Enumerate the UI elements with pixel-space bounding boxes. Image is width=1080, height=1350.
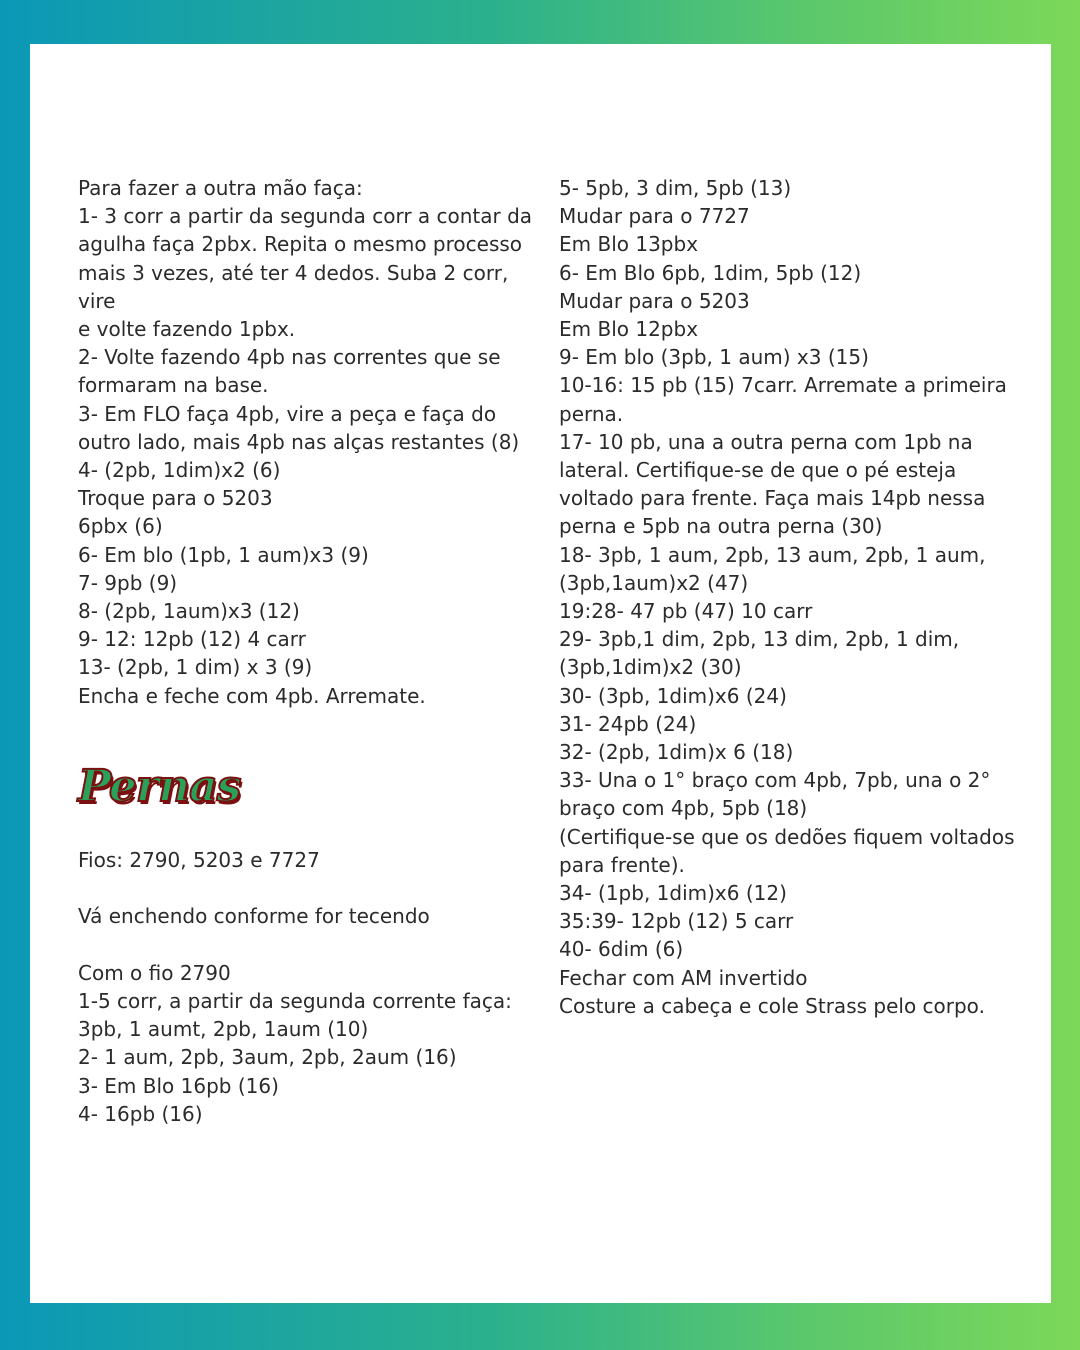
text-line: 40- 6dim (6): [559, 937, 684, 962]
text-line: lateral. Certifique-se de que o pé esteja: [559, 458, 957, 483]
text-line: agulha faça 2pbx. Repita o mesmo processo: [78, 232, 523, 257]
text-line: 3- Em Blo 16pb (16): [78, 1073, 279, 1098]
text-line: para frente).: [559, 852, 685, 877]
text-line: e volte fazendo 1pbx.: [78, 317, 296, 342]
text-line: 13- (2pb, 1 dim) x 3 (9): [78, 655, 313, 680]
text-line: Encha e feche com 4pb. Arremate.: [78, 683, 426, 708]
text-line: Em Blo 13pbx: [559, 232, 699, 257]
text-line: perna.: [559, 401, 624, 426]
text-line: 3pb, 1 aumt, 2pb, 1aum (10): [78, 1017, 369, 1042]
text-line: Para fazer a outra mão faça:: [78, 176, 363, 200]
right-column: [559, 174, 1021, 1020]
text-line: voltado para frente. Faça mais 14pb nessa: [559, 486, 986, 511]
text-line: 34- (1pb, 1dim)x6 (12): [559, 881, 787, 906]
text-line: Costure a cabeça e cole Strass pelo corpo.: [559, 993, 985, 1018]
text-line: Troque para o 5203: [78, 486, 273, 511]
section-title-pernas: Pernas: [78, 761, 241, 812]
text-line: 8- (2pb, 1aum)x3 (12): [78, 599, 300, 624]
text-line: 1-5 corr, a partir da segunda corrente faça:: [78, 988, 512, 1013]
text-line: (3pb,1aum)x2 (47): [559, 570, 749, 595]
text-line: 1- 3 corr a partir da segunda corr a contar da: [78, 204, 533, 229]
text-line: 7- 9pb (9): [78, 570, 178, 595]
text-line: Com o fio 2790: [78, 960, 231, 985]
text-line: 4- 16pb (16): [78, 1101, 203, 1126]
text-line: perna e 5pb na outra perna (30): [559, 514, 883, 539]
text-line: mais 3 vezes, até ter 4 dedos. Suba 2 corr, vire: [78, 260, 515, 313]
yarn-list: Fios: 2790, 5203 e 7727: [78, 848, 320, 872]
text-line: 10-16: 15 pb (15) 7carr. Arremate a primeira: [559, 373, 1007, 398]
text-line: outro lado, mais 4pb nas alças restantes (8): [78, 429, 520, 454]
text-line: 3- Em FLO faça 4pb, vire a peça e faça do: [78, 401, 497, 426]
text-line: braço com 4pb, 5pb (18): [559, 796, 808, 821]
text-line: 19:28- 47 pb (47) 10 carr: [559, 599, 813, 624]
text-line: 6- Em blo (1pb, 1 aum)x3 (9): [78, 542, 369, 567]
text-line: 5- 5pb, 3 dim, 5pb (13): [559, 176, 792, 200]
text-line: (3pb,1dim)x2 (30): [559, 655, 742, 680]
text-line: 2- 1 aum, 2pb, 3aum, 2pb, 2aum (16): [78, 1045, 457, 1070]
text-line: 33- Una o 1° braço com 4pb, 7pb, una o 2°: [559, 768, 991, 793]
text-line: 35:39- 12pb (12) 5 carr: [559, 909, 794, 934]
text-line: 6- Em Blo 6pb, 1dim, 5pb (12): [559, 260, 862, 285]
legs-intro: [78, 846, 538, 1128]
text-line: 2- Volte fazendo 4pb nas correntes que se: [78, 345, 501, 370]
spacer: [78, 874, 538, 902]
text-line: Fechar com AM invertido: [559, 965, 808, 990]
text-line: 30- (3pb, 1dim)x6 (24): [559, 683, 787, 708]
text-line: Mudar para o 7727: [559, 204, 750, 229]
text-line: 17- 10 pb, una a outra perna com 1pb na: [559, 429, 973, 454]
text-line: 31- 24pb (24): [559, 711, 697, 736]
left-column: [78, 174, 538, 710]
document-page: [30, 44, 1051, 1303]
text-line: 9- Em blo (3pb, 1 aum) x3 (15): [559, 345, 869, 370]
text-line: 18- 3pb, 1 aum, 2pb, 13 aum, 2pb, 1 aum,: [559, 542, 986, 567]
text-line: 9- 12: 12pb (12) 4 carr: [78, 627, 306, 652]
text-line: formaram na base.: [78, 373, 269, 398]
text-line: Mudar para o 5203: [559, 288, 750, 313]
spacer: [78, 931, 538, 959]
text-line: Em Blo 12pbx: [559, 317, 699, 342]
text-line: 4- (2pb, 1dim)x2 (6): [78, 458, 281, 483]
stuffing-note: Vá enchendo conforme for tecendo: [78, 904, 430, 929]
text-line: 32- (2pb, 1dim)x 6 (18): [559, 740, 794, 765]
text-line: (Certifique-se que os dedões fiquem voltados: [559, 824, 1015, 849]
text-line: 6pbx (6): [78, 514, 163, 539]
text-line: 29- 3pb,1 dim, 2pb, 13 dim, 2pb, 1 dim,: [559, 627, 960, 652]
